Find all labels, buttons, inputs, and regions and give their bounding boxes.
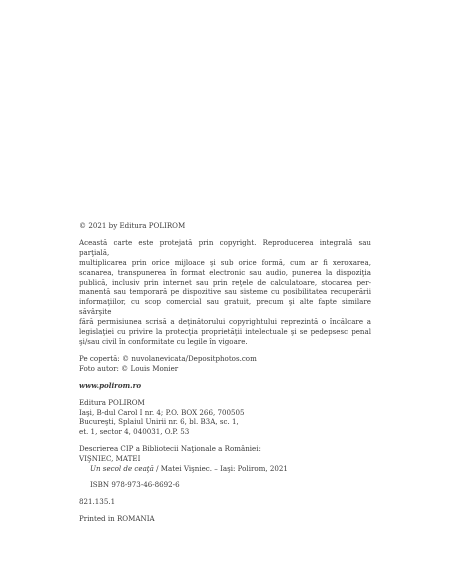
publisher-address-bucuresti: Bucureşti, Splaiul Unirii nr. 6, bl. B3A, sc. 1, xyxy=(79,417,239,427)
image-credits xyxy=(79,354,371,374)
legal-line: multiplicarea prin orice mijloace şi sub orice formă, cum ar fi xeroxarea, xyxy=(79,257,371,267)
udc-code: 821.135.1 xyxy=(79,496,116,506)
publisher-address-iasi: Iaşi, B-dul Carol I nr. 4; P.O. BOX 266, 700505 xyxy=(79,407,245,417)
isbn: ISBN 978-973-46-8692-6 xyxy=(90,479,180,489)
photo-credit: Foto autor: © Louis Monier xyxy=(79,363,179,373)
legal-line: informaţiilor, cu scop comercial sau gratuit, precum şi alte fapte similare săvârşite xyxy=(79,297,371,317)
cip-entry xyxy=(79,464,371,474)
cip-entry-rest: / Matei Vişniec. – Iaşi: Polirom, 2021 xyxy=(153,464,288,474)
publisher-name: Editura POLIROM xyxy=(79,397,145,407)
cover-credit: Pe copertă: © nuvolanevicata/Depositphotos.com xyxy=(79,353,257,363)
copyright-notice: © 2021 by Editura POLIROM xyxy=(79,221,186,230)
publisher-address-bucuresti-cont: et. 1, sector 4, 040031, O.P. 53 xyxy=(79,427,190,437)
legal-notice xyxy=(79,238,371,347)
legal-line: legislaţiei cu privire la protecţia proprietăţii intelectuale şi se pedepsesc penal xyxy=(79,327,371,337)
legal-line: publică, inclusiv prin internet sau prin reţele de calculatoare, stocarea per- xyxy=(79,277,371,287)
legal-line: şi/sau civil în conformitate cu legile în vigoare. xyxy=(79,336,248,346)
legal-line: fără permisiunea scrisă a deţinătorului copyrightului reprezintă o încălcare a xyxy=(79,317,371,327)
legal-line: scanarea, transpunerea în format electronic sau audio, punerea la dispoziţia xyxy=(79,267,371,277)
copyright-page xyxy=(79,221,371,524)
book-title: Un secol de ceaţă xyxy=(90,464,154,474)
legal-line: Această carte este protejată prin copyright. Reproducerea integrală sau parţială, xyxy=(79,237,371,257)
printed-in: Printed in ROMANIA xyxy=(79,513,155,523)
website-url: www.polirom.ro xyxy=(79,380,142,390)
publisher-info xyxy=(79,398,371,438)
cip-author: VIŞNIEC, MATEI xyxy=(79,454,141,464)
legal-line: manentă sau temporară pe dispozitive sau sisteme cu posibilitatea recuperării xyxy=(79,287,371,297)
cip-heading: Descrierea CIP a Bibliotecii Naţionale a României: xyxy=(79,444,261,454)
cip-description xyxy=(79,444,371,490)
